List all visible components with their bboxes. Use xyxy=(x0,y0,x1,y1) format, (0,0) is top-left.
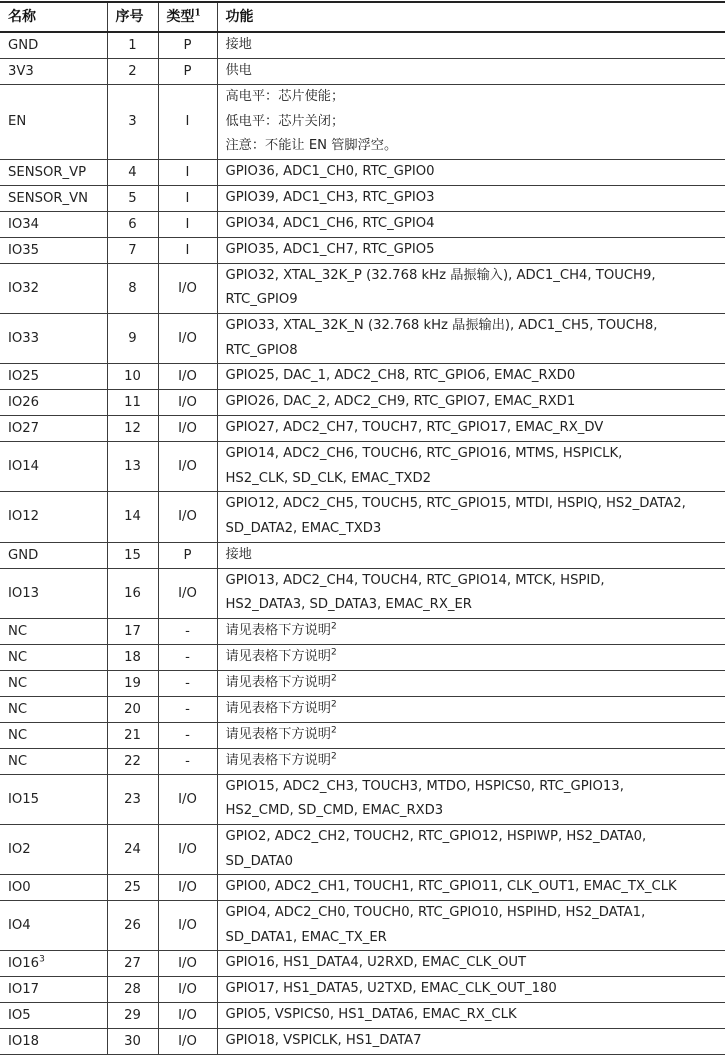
pin-number: 7 xyxy=(107,237,158,263)
pin-name: SENSOR_VP xyxy=(8,165,86,180)
pin-function-cell xyxy=(217,237,725,263)
pin-function-line xyxy=(226,697,725,722)
pin-name-cell xyxy=(0,696,107,722)
pin-name-cell xyxy=(0,774,107,824)
pin-function-cell xyxy=(217,696,725,722)
pin-function-line xyxy=(226,951,725,976)
pin-function-text: 接地 xyxy=(226,37,252,52)
pin-type: I xyxy=(158,85,217,160)
pin-function-line xyxy=(226,901,725,926)
pin-name-cell xyxy=(0,442,107,492)
pin-type: I/O xyxy=(158,901,217,951)
pin-name-cell xyxy=(0,416,107,442)
pin-function-text: GPIO33, XTAL_32K_N (32.768 kHz 晶振输出), ADC1_CH5, TOUCH8, xyxy=(226,318,658,333)
pin-number: 4 xyxy=(107,159,158,185)
pin-name: IO16 xyxy=(8,956,39,971)
pin-function-text: SD_DATA2, EMAC_TXD3 xyxy=(226,521,382,536)
table-row xyxy=(0,644,725,670)
pin-function-line xyxy=(226,238,725,263)
pin-name-cell xyxy=(0,1003,107,1029)
pin-name: NC xyxy=(8,676,27,691)
pin-function-cell xyxy=(217,313,725,363)
pin-function-text: 请见表格下方说明 xyxy=(226,753,332,768)
pin-function-line xyxy=(226,723,725,748)
pin-function-text: GPIO32, XTAL_32K_P (32.768 kHz 晶振输入), ADC1_CH4, TOUCH9, xyxy=(226,268,656,283)
pin-function-text: 请见表格下方说明 xyxy=(226,727,332,742)
header-number: 序号 xyxy=(107,2,158,32)
pin-function-line xyxy=(226,619,725,644)
pin-function-text: RTC_GPIO9 xyxy=(226,292,298,307)
pin-function-text: GPIO5, VSPICS0, HS1_DATA6, EMAC_RX_CLK xyxy=(226,1007,517,1022)
pin-function-line xyxy=(226,212,725,237)
pin-name-cell xyxy=(0,364,107,390)
pin-function-cell xyxy=(217,568,725,618)
pin-function-cell xyxy=(217,977,725,1003)
pin-function-cell xyxy=(217,32,725,59)
pin-name-cell xyxy=(0,618,107,644)
pin-name: IO35 xyxy=(8,243,39,258)
pin-function-text: 高电平：芯片使能； xyxy=(226,89,345,104)
pin-number: 24 xyxy=(107,824,158,874)
pin-function-text: 注意：不能让 EN 管脚浮空。 xyxy=(226,138,398,153)
pin-number: 18 xyxy=(107,644,158,670)
pin-name: IO18 xyxy=(8,1034,39,1049)
pin-function-text: GPIO34, ADC1_CH6, RTC_GPIO4 xyxy=(226,216,435,231)
table-row xyxy=(0,542,725,568)
pin-function-line xyxy=(226,314,725,339)
pin-name: NC xyxy=(8,754,27,769)
pin-function-cell xyxy=(217,722,725,748)
pin-name: IO4 xyxy=(8,918,31,933)
pin-function-text: 请见表格下方说明 xyxy=(226,675,332,690)
pin-number: 10 xyxy=(107,364,158,390)
table-header-row xyxy=(0,2,725,32)
pin-function-line xyxy=(226,543,725,568)
pin-function-cell xyxy=(217,618,725,644)
pin-function-line xyxy=(226,442,725,467)
pin-name: 3V3 xyxy=(8,64,34,79)
pin-name: IO17 xyxy=(8,982,39,997)
pin-function-text: GPIO16, HS1_DATA4, U2RXD, EMAC_CLK_OUT xyxy=(226,955,527,970)
pin-function-cell xyxy=(217,416,725,442)
pin-type: I/O xyxy=(158,977,217,1003)
table-row xyxy=(0,568,725,618)
pin-type: - xyxy=(158,670,217,696)
pin-function-cell xyxy=(217,442,725,492)
pin-function-cell xyxy=(217,542,725,568)
pin-function-line xyxy=(226,416,725,441)
pin-number: 21 xyxy=(107,722,158,748)
pin-name: IO25 xyxy=(8,369,39,384)
pin-function-text: SD_DATA0 xyxy=(226,854,293,869)
pin-name: IO5 xyxy=(8,1008,31,1023)
pin-type: - xyxy=(158,696,217,722)
pin-function-line xyxy=(226,645,725,670)
pin-function-footnote: 2 xyxy=(331,700,337,710)
pin-function-line xyxy=(226,517,725,542)
table-row xyxy=(0,237,725,263)
pin-function-text: 供电 xyxy=(226,63,252,78)
pin-name-cell xyxy=(0,85,107,160)
pin-type: I/O xyxy=(158,416,217,442)
pin-name: NC xyxy=(8,624,27,639)
table-row xyxy=(0,722,725,748)
pin-name-cell xyxy=(0,568,107,618)
pin-type: I xyxy=(158,185,217,211)
pin-name: IO33 xyxy=(8,331,39,346)
pin-function-text: HS2_CLK, SD_CLK, EMAC_TXD2 xyxy=(226,471,432,486)
pin-function-text: RTC_GPIO8 xyxy=(226,343,298,358)
pin-number: 1 xyxy=(107,32,158,59)
pin-function-cell xyxy=(217,644,725,670)
pin-name-cell xyxy=(0,542,107,568)
pin-function-footnote: 2 xyxy=(331,726,337,736)
pin-name: IO27 xyxy=(8,421,39,436)
pin-function-text: GPIO13, ADC2_CH4, TOUCH4, RTC_GPIO14, MTCK, HSPID, xyxy=(226,573,605,588)
pin-function-cell xyxy=(217,774,725,824)
header-name: 名称 xyxy=(0,2,107,32)
pin-function-text: 请见表格下方说明 xyxy=(226,623,332,638)
table-row xyxy=(0,211,725,237)
pin-number: 16 xyxy=(107,568,158,618)
pin-number: 2 xyxy=(107,59,158,85)
pin-function-line xyxy=(226,186,725,211)
pin-name-cell xyxy=(0,390,107,416)
table-row xyxy=(0,748,725,774)
pin-number: 8 xyxy=(107,263,158,313)
pin-name: NC xyxy=(8,702,27,717)
pin-function-line xyxy=(226,799,725,824)
pin-type: - xyxy=(158,748,217,774)
pin-type: - xyxy=(158,722,217,748)
pin-function-text: GPIO27, ADC2_CH7, TOUCH7, RTC_GPIO17, EMAC_RX_DV xyxy=(226,420,604,435)
pin-function-text: HS2_DATA3, SD_DATA3, EMAC_RX_ER xyxy=(226,597,472,612)
pin-function-line xyxy=(226,593,725,618)
pin-number: 14 xyxy=(107,492,158,542)
pin-number: 6 xyxy=(107,211,158,237)
pin-function-cell xyxy=(217,263,725,313)
pin-name: GND xyxy=(8,38,38,53)
pin-function-line xyxy=(226,749,725,774)
pin-function-text: SD_DATA1, EMAC_TX_ER xyxy=(226,930,387,945)
table-row xyxy=(0,185,725,211)
pin-function-line xyxy=(226,59,725,84)
pin-function-text: 低电平：芯片关闭； xyxy=(226,114,345,129)
pin-function-line xyxy=(226,134,725,159)
pin-name-cell xyxy=(0,263,107,313)
pin-number: 5 xyxy=(107,185,158,211)
pin-name-cell xyxy=(0,748,107,774)
pin-function-cell xyxy=(217,1003,725,1029)
pin-function-text: GPIO0, ADC2_CH1, TOUCH1, RTC_GPIO11, CLK_OUT1, EMAC_TX_CLK xyxy=(226,879,677,894)
table-row xyxy=(0,670,725,696)
pin-number: 25 xyxy=(107,875,158,901)
pin-function-line xyxy=(226,850,725,875)
pin-name-cell xyxy=(0,32,107,59)
pin-function-line xyxy=(226,85,725,110)
pin-number: 11 xyxy=(107,390,158,416)
header-type-footnote: 1 xyxy=(195,8,201,18)
pin-name: IO13 xyxy=(8,586,39,601)
pin-type: I/O xyxy=(158,774,217,824)
table-row xyxy=(0,59,725,85)
pin-name: IO32 xyxy=(8,281,39,296)
table-row xyxy=(0,442,725,492)
pin-name: SENSOR_VN xyxy=(8,191,88,206)
pin-type: I/O xyxy=(158,568,217,618)
pin-type: I/O xyxy=(158,951,217,977)
pin-type: I/O xyxy=(158,313,217,363)
pin-function-footnote: 2 xyxy=(331,674,337,684)
pin-number: 22 xyxy=(107,748,158,774)
pin-name-cell xyxy=(0,951,107,977)
table-row xyxy=(0,1003,725,1029)
pin-function-cell xyxy=(217,824,725,874)
pin-number: 26 xyxy=(107,901,158,951)
pin-number: 9 xyxy=(107,313,158,363)
pin-name-cell xyxy=(0,670,107,696)
pin-function-text: GPIO36, ADC1_CH0, RTC_GPIO0 xyxy=(226,164,435,179)
pin-function-cell xyxy=(217,492,725,542)
table-row xyxy=(0,492,725,542)
pin-function-cell xyxy=(217,901,725,951)
pin-type: I xyxy=(158,159,217,185)
pin-type: I/O xyxy=(158,442,217,492)
pin-function-line xyxy=(226,264,725,289)
table-row xyxy=(0,901,725,951)
pin-function-text: GPIO17, HS1_DATA5, U2TXD, EMAC_CLK_OUT_180 xyxy=(226,981,557,996)
pin-function-line xyxy=(226,339,725,364)
pin-function-line xyxy=(226,569,725,594)
pin-name-cell xyxy=(0,211,107,237)
pin-name-cell xyxy=(0,722,107,748)
pin-function-line xyxy=(226,492,725,517)
pin-function-line xyxy=(226,1029,725,1054)
pin-function-line xyxy=(226,825,725,850)
pin-number: 27 xyxy=(107,951,158,977)
pin-type: I/O xyxy=(158,390,217,416)
pin-type: P xyxy=(158,542,217,568)
pin-function-line xyxy=(226,364,725,389)
pin-name: IO0 xyxy=(8,880,31,895)
pin-function-cell xyxy=(217,951,725,977)
table-row xyxy=(0,159,725,185)
pin-type: - xyxy=(158,618,217,644)
pin-number: 30 xyxy=(107,1029,158,1055)
pin-function-cell xyxy=(217,875,725,901)
pin-function-text: HS2_CMD, SD_CMD, EMAC_RXD3 xyxy=(226,803,444,818)
pin-function-line xyxy=(226,1003,725,1028)
pin-type: - xyxy=(158,644,217,670)
pin-name-cell xyxy=(0,977,107,1003)
pin-function-line xyxy=(226,288,725,313)
header-type: 类型$^1$ xyxy=(158,2,217,32)
pin-type: I/O xyxy=(158,263,217,313)
pin-function-line xyxy=(226,775,725,800)
pin-function-text: GPIO26, DAC_2, ADC2_CH9, RTC_GPIO7, EMAC_RXD1 xyxy=(226,394,576,409)
table-row xyxy=(0,85,725,160)
pin-number: 20 xyxy=(107,696,158,722)
pin-function-line xyxy=(226,671,725,696)
pin-function-line xyxy=(226,160,725,185)
pin-number: 19 xyxy=(107,670,158,696)
pin-number: 28 xyxy=(107,977,158,1003)
pin-function-cell xyxy=(217,390,725,416)
pin-definition-table xyxy=(0,1,725,1055)
pin-function-footnote: 2 xyxy=(331,752,337,762)
table-row xyxy=(0,774,725,824)
table-row xyxy=(0,364,725,390)
pin-number: 12 xyxy=(107,416,158,442)
pin-name: IO34 xyxy=(8,217,39,232)
pin-name-cell xyxy=(0,901,107,951)
pin-function-text: GPIO2, ADC2_CH2, TOUCH2, RTC_GPIO12, HSPIWP, HS2_DATA0, xyxy=(226,829,647,844)
pin-function-line xyxy=(226,390,725,415)
pin-name: NC xyxy=(8,728,27,743)
pin-number: 29 xyxy=(107,1003,158,1029)
pin-name-cell xyxy=(0,492,107,542)
table-row xyxy=(0,1029,725,1055)
pin-number: 23 xyxy=(107,774,158,824)
pin-function-line xyxy=(226,110,725,135)
pin-function-text: GPIO25, DAC_1, ADC2_CH8, RTC_GPIO6, EMAC_RXD0 xyxy=(226,368,576,383)
pin-function-line xyxy=(226,467,725,492)
table-row xyxy=(0,263,725,313)
table-row xyxy=(0,875,725,901)
pin-number: 13 xyxy=(107,442,158,492)
pin-function-line xyxy=(226,977,725,1002)
table-row xyxy=(0,618,725,644)
pin-number: 15 xyxy=(107,542,158,568)
pin-function-text: 接地 xyxy=(226,547,252,562)
pin-function-cell xyxy=(217,670,725,696)
pin-name-cell xyxy=(0,159,107,185)
pin-name: IO15 xyxy=(8,792,39,807)
pin-function-line xyxy=(226,33,725,58)
pin-function-line xyxy=(226,926,725,951)
pin-function-cell xyxy=(217,211,725,237)
pin-function-text: GPIO12, ADC2_CH5, TOUCH5, RTC_GPIO15, MTDI, HSPIQ, HS2_DATA2, xyxy=(226,496,686,511)
header-function: 功能 xyxy=(217,2,725,32)
pin-name-footnote: 3 xyxy=(39,955,45,965)
pin-type: P xyxy=(158,32,217,59)
pin-function-cell xyxy=(217,59,725,85)
pin-function-text: 请见表格下方说明 xyxy=(226,649,332,664)
pin-function-text: 请见表格下方说明 xyxy=(226,701,332,716)
table-row xyxy=(0,824,725,874)
pin-name: IO26 xyxy=(8,395,39,410)
pin-name-cell xyxy=(0,824,107,874)
table-row xyxy=(0,32,725,59)
pin-function-cell xyxy=(217,85,725,160)
pin-function-cell xyxy=(217,1029,725,1055)
pin-function-cell xyxy=(217,185,725,211)
pin-type: I xyxy=(158,237,217,263)
pin-function-cell xyxy=(217,364,725,390)
table-row xyxy=(0,313,725,363)
pin-type: I/O xyxy=(158,1003,217,1029)
pin-function-cell xyxy=(217,159,725,185)
pin-name: IO12 xyxy=(8,509,39,524)
pin-function-text: GPIO18, VSPICLK, HS1_DATA7 xyxy=(226,1033,422,1048)
pin-type: I/O xyxy=(158,1029,217,1055)
pin-type: I/O xyxy=(158,492,217,542)
pin-function-text: GPIO39, ADC1_CH3, RTC_GPIO3 xyxy=(226,190,435,205)
pin-type: P xyxy=(158,59,217,85)
table-row xyxy=(0,951,725,977)
pin-name-cell xyxy=(0,313,107,363)
pin-number: 17 xyxy=(107,618,158,644)
pin-function-text: GPIO4, ADC2_CH0, TOUCH0, RTC_GPIO10, HSPIHD, HS2_DATA1, xyxy=(226,905,646,920)
pin-function-footnote: 2 xyxy=(331,622,337,632)
pin-function-text: GPIO14, ADC2_CH6, TOUCH6, RTC_GPIO16, MTMS, HSPICLK, xyxy=(226,446,623,461)
pin-name-cell xyxy=(0,875,107,901)
pin-name: NC xyxy=(8,650,27,665)
table-row xyxy=(0,390,725,416)
pin-type: I/O xyxy=(158,364,217,390)
pin-function-text: GPIO35, ADC1_CH7, RTC_GPIO5 xyxy=(226,242,435,257)
pin-name-cell xyxy=(0,59,107,85)
table-row xyxy=(0,696,725,722)
table-row xyxy=(0,416,725,442)
table-row xyxy=(0,977,725,1003)
pin-function-line xyxy=(226,875,725,900)
pin-type: I/O xyxy=(158,824,217,874)
pin-function-cell xyxy=(217,748,725,774)
pin-type: I xyxy=(158,211,217,237)
pin-name-cell xyxy=(0,644,107,670)
pin-name: GND xyxy=(8,548,38,563)
pin-function-footnote: 2 xyxy=(331,648,337,658)
pin-type: I/O xyxy=(158,875,217,901)
pin-name-cell xyxy=(0,185,107,211)
pin-name: EN xyxy=(8,114,26,129)
pin-function-text: GPIO15, ADC2_CH3, TOUCH3, MTDO, HSPICS0, RTC_GPIO13, xyxy=(226,779,624,794)
pin-name-cell xyxy=(0,237,107,263)
pin-name: IO14 xyxy=(8,459,39,474)
pin-name-cell xyxy=(0,1029,107,1055)
pin-name: IO2 xyxy=(8,842,31,857)
pin-number: 3 xyxy=(107,85,158,160)
